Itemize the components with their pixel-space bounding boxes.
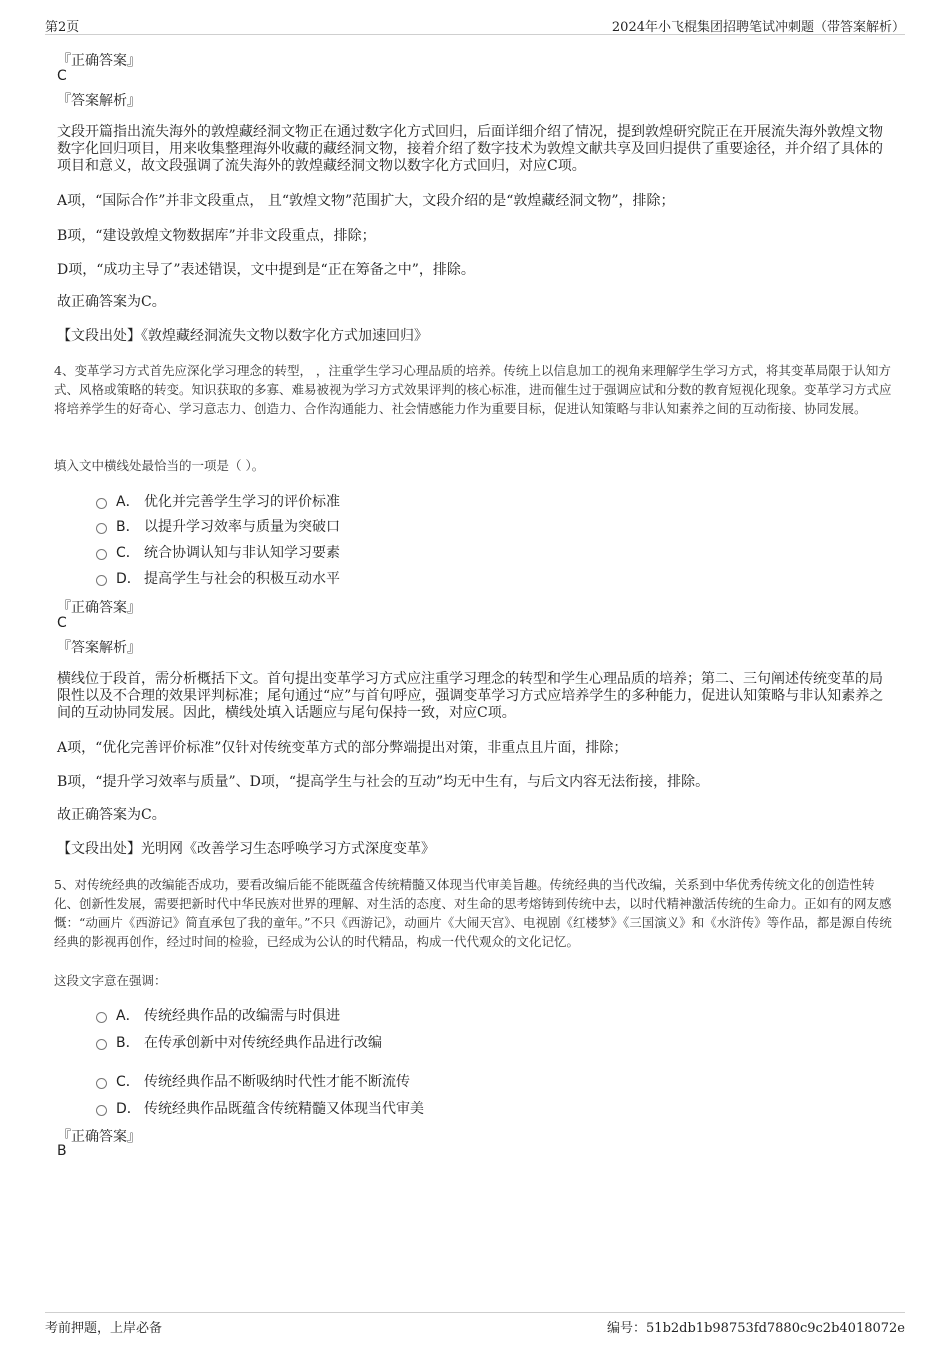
option-letter: D． — [116, 1101, 141, 1117]
option-letter: A． — [116, 1008, 140, 1024]
option-text: 统合协调认知与非认知学习要素 — [144, 545, 340, 561]
option-letter: C． — [116, 1074, 140, 1090]
conclusion-text: 故正确答案为C。 — [57, 807, 166, 823]
analysis-text: 文段开篇指出流失海外的敦煌藏经洞文物正在通过数字化方式回归，后面详细介绍了情况，提到敦煌研究院正在开展流失海外敦煌文物数字化回归项目，用来收集整理海外收藏的藏经洞文物，接着介绍了数字技术为敦煌文献共享及回归提供了重要途径，并介绍了具体的项目和意义，故文段强调了流失海外的敦煌藏经洞文物以数字化方式回归，对应C项。 — [57, 124, 883, 174]
question-5-prompt: 这段文字意在强调： — [54, 973, 167, 988]
document-title: 2024年小飞棍集团招聘笔试冲刺题（带答案解析） — [611, 20, 905, 35]
option-letter: B． — [116, 1035, 140, 1051]
document-code: 编号：51b2db1b98753fd7880c9c2b4018072e — [607, 1321, 905, 1336]
option-letter: A． — [116, 494, 140, 510]
question-5-option-a[interactable] — [96, 1005, 340, 1025]
answer-value: B — [57, 1143, 67, 1159]
option-d-analysis: D项，“成功主导了”表述错误，文中提到是“正在筹备之中”，排除。 — [57, 262, 475, 278]
question-5-option-b[interactable] — [96, 1032, 382, 1052]
answer-label: 『正确答案』 — [57, 53, 141, 69]
radio-button[interactable] — [96, 1039, 107, 1050]
question-4-option-d[interactable] — [96, 568, 340, 588]
radio-button[interactable] — [96, 523, 107, 534]
question-5-text: 5、对传统经典的改编能否成功，要看改编后能不能既蕴含传统精髓又体现当代审美旨趣。传统经典的当代改编，关系到中华优秀传统文化的创造性转化、创新性发展，需要把新时代中华民族对世界的理解、对生活的态度、对生命的思考熔铸到传统中去，以时代精神激活传统的生命力。正如有的网友感慨：“动画片《西游记》简直承包了我的童年。”不只《西游记》，动画片《大闹天宫》、电视剧《红楼梦》《三国演义》和《水浒传》等作品，都是源自传统经典的影视再创作，经过时间的检验，已经成为公认的时代精品，构成一代代观众的文化记忆。 — [54, 877, 892, 949]
page-header — [45, 12, 905, 35]
question-5-option-d[interactable] — [96, 1098, 424, 1118]
answer-value: C — [57, 68, 67, 84]
option-text: 以提升学习效率与质量为突破口 — [144, 519, 340, 535]
option-letter: B． — [116, 519, 140, 535]
option-text: 优化并完善学生学习的评价标准 — [144, 494, 340, 510]
option-text: 传统经典作品不断吸纳时代性才能不断流传 — [144, 1074, 410, 1090]
radio-button[interactable] — [96, 1012, 107, 1023]
source-text: 【文段出处】《敦煌藏经洞流失文物以数字化方式加速回归》 — [57, 328, 428, 344]
answer-label: 『正确答案』 — [57, 1129, 141, 1145]
radio-button[interactable] — [96, 498, 107, 509]
analysis-label: 『答案解析』 — [57, 93, 141, 109]
answer-label: 『正确答案』 — [57, 600, 141, 616]
answer-value: C — [57, 615, 67, 631]
page-footer — [45, 1312, 905, 1337]
option-a-analysis: A项，“国际合作”并非文段重点， 且“敦煌文物”范围扩大，文段介绍的是“敦煌藏经洞文物”，排除； — [57, 193, 675, 209]
analysis-text: 横线位于段首，需分析概括下文。首句提出变革学习方式应注重学习理念的转型和学生心理品质的培养；第二、三句阐述传统变革的局限性以及不合理的效果评判标准；尾句通过“应”与首句呼应，强调变革学习方式应培养学生的多种能力，促进认知策略与非认知素养之间的互动协同发展。因此，横线处填入话题应与尾句保持一致，对应C项。 — [57, 671, 884, 721]
option-letter: C． — [116, 545, 140, 561]
question-4-option-b[interactable] — [96, 516, 340, 536]
radio-button[interactable] — [96, 549, 107, 560]
question-4-option-a[interactable] — [96, 491, 340, 511]
analysis-label: 『答案解析』 — [57, 640, 141, 656]
option-a-analysis: A项，“优化完善评价标准”仅针对传统变革方式的部分弊端提出对策，非重点且片面，排除； — [57, 740, 628, 756]
footer-slogan: 考前押题，上岸必备 — [45, 1321, 163, 1336]
radio-button[interactable] — [96, 1105, 107, 1116]
question-4-prompt: 填入文中横线处最恰当的一项是（ ）。 — [54, 458, 265, 473]
radio-button[interactable] — [96, 1078, 107, 1089]
option-letter: D． — [116, 571, 141, 587]
radio-button[interactable] — [96, 575, 107, 586]
conclusion-text: 故正确答案为C。 — [57, 294, 166, 310]
page-number: 第2页 — [45, 20, 80, 35]
option-text: 传统经典作品的改编需与时俱进 — [144, 1008, 340, 1024]
option-text: 传统经典作品既蕴含传统精髓又体现当代审美 — [144, 1101, 424, 1117]
question-5-option-c[interactable] — [96, 1071, 410, 1091]
question-4-option-c[interactable] — [96, 542, 340, 562]
source-text: 【文段出处】光明网《改善学习生态呼唤学习方式深度变革》 — [57, 841, 435, 857]
option-b-analysis: B项，“建设敦煌文物数据库”并非文段重点，排除； — [57, 228, 376, 244]
option-text: 在传承创新中对传统经典作品进行改编 — [144, 1035, 382, 1051]
question-4-text: 4、变革学习方式首先应深化学习理念的转型， ，注重学生学习心理品质的培养。传统上以信息加工的视角来理解学生学习方式，将其变革局限于认知方式、风格或策略的转变。知识获取的多寡、难易被视为学习方式效果评判的核心标准，进而催生过于强调应试和分数的教育短视化现象。变革学习方式应将培养学生的好奇心、学习意志力、创造力、合作沟通能力、社会情感能力作为重要目标，促进认知策略与非认知素养之间的互动衔接、协同发展。 — [54, 363, 892, 416]
option-text: 提高学生与社会的积极互动水平 — [144, 571, 340, 587]
option-bd-analysis: B项，“提升学习效率与质量”、D项，“提高学生与社会的互动”均无中生有，与后文内容无法衔接，排除。 — [57, 774, 710, 790]
